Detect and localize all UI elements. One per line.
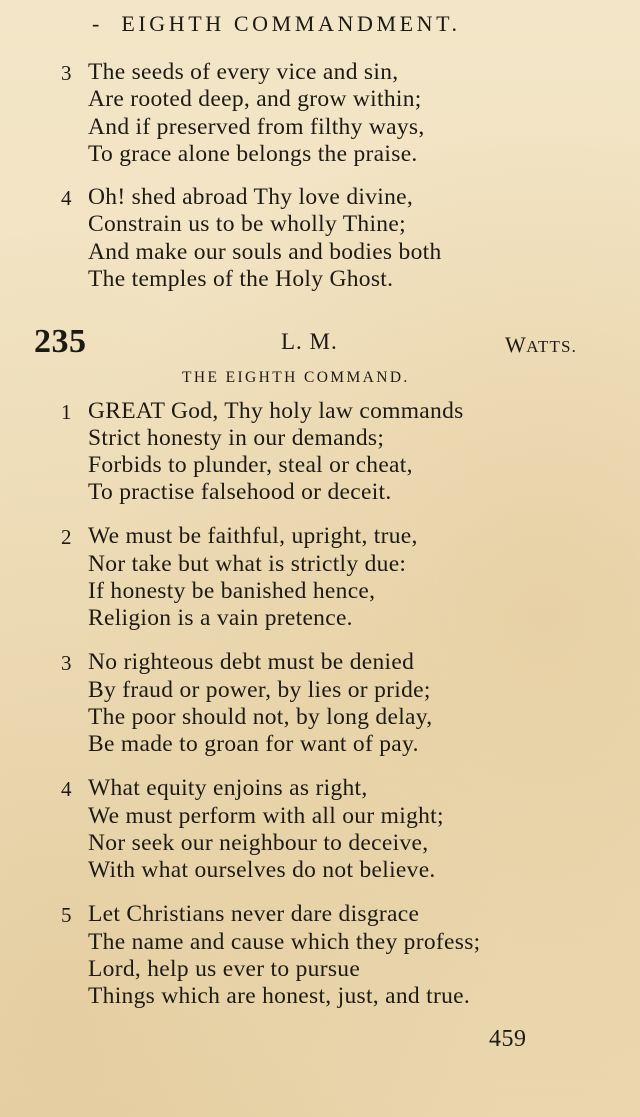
verse-number: 4 [61,186,72,210]
verse-line: To grace alone belongs the praise. [88,141,418,167]
running-head-dash: - [92,11,100,36]
verse-line: And if preserved from filthy ways, [88,114,425,140]
author-initial: W [505,332,527,357]
verse-line: GREAT God, Thy holy law commands [88,398,464,424]
verse-line: The name and cause which they profess; [88,929,481,955]
verse-number: 3 [61,61,72,85]
verse-line: The temples of the Holy Ghost. [88,266,394,292]
verse-line: If honesty be banished hence, [88,578,376,604]
verse-line: And make our souls and bodies both [88,239,442,265]
verse-number: 2 [61,525,72,549]
author-rest: ATTS. [526,337,578,356]
hymn-subtitle: THE EIGHTH COMMAND. [182,369,410,386]
page-number: 459 [489,1026,527,1052]
verse-line: To practise falsehood or deceit. [88,479,392,505]
hymn-number: 235 [34,323,87,360]
verse-line: Things which are honest, just, and true. [88,983,471,1009]
verse-number: 3 [61,651,72,675]
verse-line: Lord, help us ever to pursue [88,956,361,982]
verse-number: 1 [61,400,72,424]
verse-line: The poor should not, by long delay, [88,704,433,730]
verse-line: Constrain us to be wholly Thine; [88,211,406,237]
verse-line: Nor take but what is strictly due: [88,551,407,577]
verse-number: 4 [61,777,72,801]
verse-line: Religion is a vain pretence. [88,605,353,631]
verse-line: We must perform with all our might; [88,803,444,829]
running-head-title: EIGHTH COMMANDMENT. [121,11,461,36]
verse-line: Forbids to plunder, steal or cheat, [88,452,413,478]
verse-line: Strict honesty in our demands; [88,425,385,451]
verse-line: With what ourselves do not believe. [88,857,436,883]
verse-line: Nor seek our neighbour to deceive, [88,830,429,856]
verse-line: By fraud or power, by lies or pride; [88,677,431,703]
hymn-meter: L. M. [281,329,338,354]
verse-line: Be made to groan for want of pay. [88,731,419,757]
verse-line: The seeds of every vice and sin, [88,59,399,85]
hymn-author [505,332,577,358]
verse-line: No righteous debt must be denied [88,649,415,675]
verse-number: 5 [61,903,72,927]
verse-line: We must be faithful, upright, true, [88,523,418,549]
verse-line: Are rooted deep, and grow within; [88,86,422,112]
running-head [92,11,461,37]
verse-line: Oh! shed abroad Thy love divine, [88,184,414,210]
verse-line: Let Christians never dare disgrace [88,901,420,927]
verse-line: What equity enjoins as right, [88,775,368,801]
